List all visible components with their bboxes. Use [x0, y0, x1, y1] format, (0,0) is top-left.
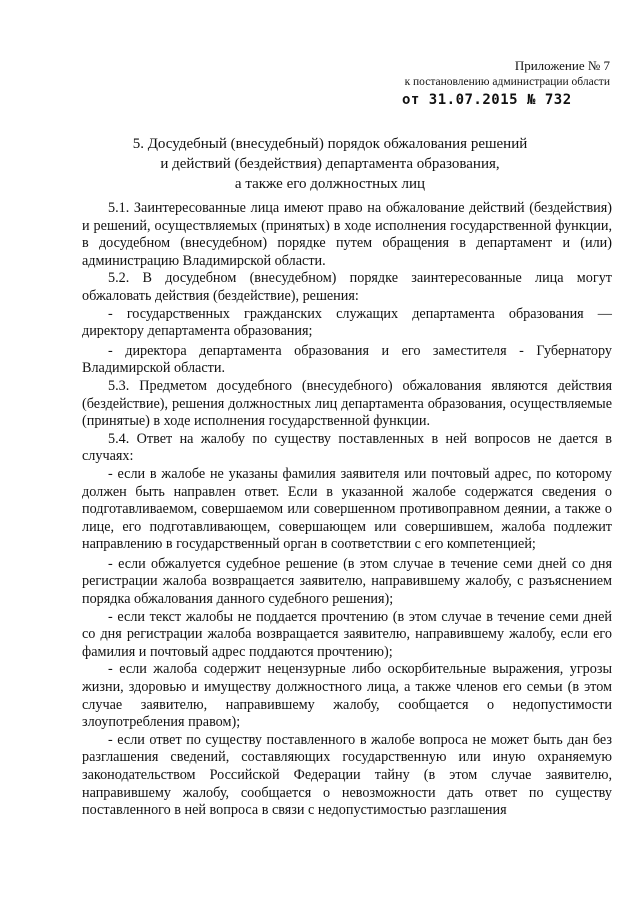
list-item: - если жалоба содержит нецензурные либо оскорбительные выражения, угрозы жизни, здоровью и имуществу должностного лица, а также членов его семьи (в этом случае заявителю, направившему жалобу, сообщается о недопустимости злоупотребления правом); — [82, 661, 612, 731]
section-heading — [60, 134, 600, 194]
heading-line-1: 5. Досудебный (внесудебный) порядок обжалования решений — [132, 136, 528, 152]
paragraph-5-1: 5.1. Заинтересованные лица имеют право на обжалование действий (бездействия) и решений, осуществляемых (принятых) в ходе исполнения государственной функции, в досудебном (внесудебном) порядке путем обращения в департамент и (или) администрацию Владимирской области. — [82, 200, 612, 269]
list-item: - государственных гражданских служащих департамента образования — директору департамента образования; — [82, 305, 612, 340]
list-item: - если ответ по существу поставленного в жалобе вопроса не может быть дан без разглашения сведений, составляющих государственную или иную охраняемую законодательством Российской Федерации тайну (в этом случае заявителю, направившему жалобу, сообщается о невозможности дать ответ по существу поставленного в ней вопроса в связи с недопустимостью разглашения — [82, 731, 612, 819]
heading-line-3: а также его должностных лиц — [234, 176, 426, 192]
document-body — [82, 200, 612, 820]
list-item: - директора департамента образования и его заместителя - Губернатору Владимирской области. — [82, 342, 612, 377]
appendix-header — [405, 58, 610, 90]
paragraph-5-2: 5.2. В досудебном (внесудебном) порядке заинтересованные лица могут обжаловать действия (бездействие), решения: — [82, 270, 612, 304]
appendix-title: Приложение № 7 — [514, 58, 610, 73]
paragraph-5-3: 5.3. Предметом досудебного (внесудебного) обжалования являются действия (бездействие), решения должностных лиц департамента образования, осуществляемые (принятые) в ходе исполнения государственной функции. — [82, 377, 612, 430]
paragraph-5-4: 5.4. Ответ на жалобу по существу поставленных в ней вопросов не дается в случаях: — [82, 430, 612, 465]
date-number-stamp: от 31.07.2015 № 732 — [402, 92, 572, 108]
heading-line-2: и действий (бездействия) департамента образования, — [160, 156, 500, 172]
list-item: - если обжалуется судебное решение (в этом случае в течение семи дней со дня регистрации жалоба возвращается заявителю, направившему жалобу, с разъяснением порядка обжалования данного судебного решения); — [82, 555, 612, 608]
list-item: - если текст жалобы не поддается прочтению (в этом случае в течение семи дней со дня регистрации жалоба возвращается заявителю, направившему жалобу, если его фамилия и почтовый адрес поддаются прочтению); — [82, 608, 612, 660]
list-item: - если в жалобе не указаны фамилия заявителя или почтовый адрес, по которому должен быть направлен ответ. Если в указанной жалобе содержатся сведения о подготавливаемом, совершаемом или совершенном противоправном деянии, а также о лице, его подготавливающем, совершающем или совершившем, жалоба подлежит направлению в государственный орган в соответствии с его компетенцией; — [82, 465, 612, 553]
appendix-subtitle: к постановлению администрации области — [404, 76, 610, 88]
